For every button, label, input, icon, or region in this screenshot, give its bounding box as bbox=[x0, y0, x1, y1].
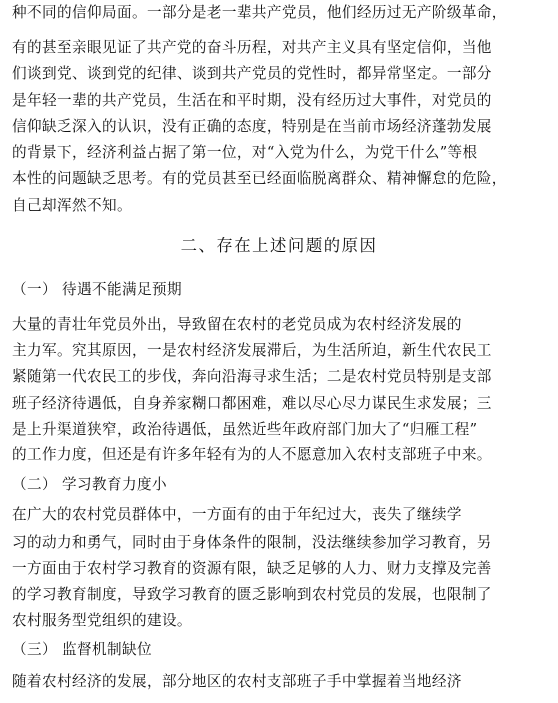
paragraph-line: 本性的问题缺乏思考。有的党员甚至已经面临脱离群众、精神懈怠的危险， bbox=[12, 170, 507, 187]
section-heading: 二、存在上述问题的原因 bbox=[180, 236, 378, 255]
paragraph-line: 是上升渠道狭窄，政治待遇低，虽然近些年政府部门加大了“归雁工程” bbox=[12, 421, 478, 438]
paragraph-line: 有的甚至亲眼见证了共产党的奋斗历程，对共产主义具有坚定信仰，当他 bbox=[12, 39, 492, 56]
paragraph-line: 大量的青壮年党员外出，导致留在农村的老党员成为农村经济发展的 bbox=[12, 316, 462, 333]
paragraph-line: 是年轻一辈的共产党员，生活在和平时期，没有经历过大事件，对党员的 bbox=[12, 92, 492, 109]
paragraph-line: 种不同的信仰局面。一部分是老一辈共产党员，他们经历过无产阶级革命， bbox=[12, 4, 507, 21]
paragraph-line: 一方面由于农村学习教育的资源有限，缺乏足够的人力、财力支撑及完善 bbox=[12, 560, 492, 577]
paragraph-line: 班子经济待遇低，自身养家糊口都困难，难以尽心尽力谋民生求发展；三 bbox=[12, 395, 492, 412]
subsection-title: （二） 学习教育力度小 bbox=[12, 476, 167, 493]
paragraph-line: 随着农村经济的发展，部分地区的农村支部班子手中掌握着当地经济 bbox=[12, 673, 462, 690]
paragraph-line: 在广大的农村党员群体中，一方面有的由于年纪过大，丧失了继续学 bbox=[12, 506, 462, 523]
paragraph-line: 们谈到党、谈到党的纪律、谈到共产党员的党性时，都异常坚定。一部分 bbox=[12, 65, 492, 82]
paragraph-line: 信仰缺乏深入的认识，没有正确的态度，特别是在当前市场经济蓬勃发展 bbox=[12, 118, 492, 135]
subsection-title: （三） 监督机制缺位 bbox=[12, 641, 152, 658]
paragraph-line: 的背景下，经济利益占据了第一位，对“入党为什么，为党干什么”等根 bbox=[12, 144, 478, 161]
paragraph-line: 紧随第一代农民工的步伐，奔向沿海寻求生活；二是农村党员特别是支部 bbox=[12, 368, 492, 385]
paragraph-line: 农村服务型党组织的建设。 bbox=[12, 612, 192, 629]
subsection-title: （一） 待遇不能满足预期 bbox=[12, 281, 182, 298]
paragraph-line: 的工作力度，但还是有许多年轻有为的人不愿意加入农村支部班子中来。 bbox=[12, 446, 492, 463]
paragraph-line: 自己却浑然不知。 bbox=[12, 197, 132, 214]
paragraph-line: 的学习教育制度，导致学习教育的匮乏影响到农村党员的发展，也限制了 bbox=[12, 586, 492, 603]
paragraph-line: 主力军。究其原因，一是农村经济发展滞后，为生活所迫，新生代农民工 bbox=[12, 342, 492, 359]
paragraph-line: 习的动力和勇气，同时由于身体条件的限制，没法继续参加学习教育，另 bbox=[12, 534, 492, 551]
